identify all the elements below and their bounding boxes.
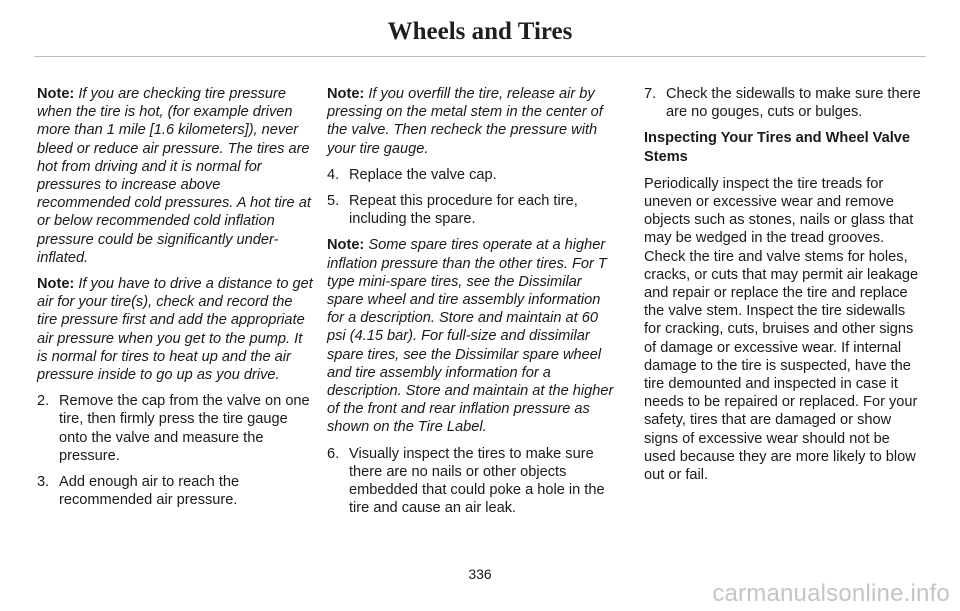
header-divider (34, 56, 926, 57)
note-text: If you are checking tire pressure when the tire is hot, (for example driven more than 1 mile [1.6 kilometers]), never bleed or reduce air pressure. The tires are hot from driving and it is normal for pressures to increase above recommended cold pressures. A hot tire at or below recommended cold inflation pressure could be significantly under-inflated. (37, 86, 311, 266)
step-item (327, 166, 617, 184)
page-number: 336 (468, 566, 492, 582)
inspection-paragraph: Periodically inspect the tire treads for uneven or excessive wear and remove objects such as stones, nails or glass that may be wedged in the tread grooves. Check the tire and valve stems for holes, cracks, or cuts that may permit air leakage and repair or replace the tire and replace the valve stem. Inspect the tire sidewalls for cracking, cuts, bruises and other signs of damage or excessive wear. If internal damage to the tire is suspected, have the tire demounted and inspected in case it needs to be repaired or replaced. For your safety, tires that are damaged or show signs of excessive wear should not be used because they are more likely to blow out or fail. (644, 175, 919, 484)
column-2 (327, 85, 617, 525)
note-hot-tire (37, 85, 315, 267)
step-text: Replace the valve cap. (349, 166, 497, 183)
section-heading: Inspecting Your Tires and Wheel Valve Stems (644, 130, 911, 165)
note-label: Note: (37, 86, 75, 102)
step-item (327, 445, 617, 518)
step-number: 5. (327, 193, 340, 210)
note-label: Note: (327, 237, 365, 254)
note-label: Note: (37, 276, 75, 293)
note-text: If you have to drive a distance to get air for your tire(s), check and record the tire pressure first and add the appropriate air pressure when you get to the pump. It is normal for tires to heat up and the air pressure inside to go up as you drive. (37, 276, 313, 384)
column-1 (37, 85, 315, 517)
note-drive-distance (37, 275, 315, 384)
step-text: Visually inspect the tires to make sure there are no nails or other objects embedded that could poke a hole in the tire and cause an air leak. (349, 445, 605, 517)
step-number: 6. (327, 445, 340, 462)
page-title: Wheels and Tires (387, 18, 573, 45)
note-text: Some spare tires operate at a higher inflation pressure than the other tires. For T type mini-spare tires, see the Dissimilar spare wheel and tire assembly information for a description. Store and maintain at 60 psi (4.15 bar). For full-size and dissimilar spare tires, see the Dissimilar spare wheel and tire assembly information for a description. Store and maintain at the higher of the front and rear inflation pressure as shown on the Tire Label. (327, 237, 614, 436)
step-text: Add enough air to reach the recommended air pressure. (59, 474, 240, 509)
step-text: Check the sidewalls to make sure there are no gouges, cuts or bulges. (666, 86, 921, 121)
column-3 (644, 85, 922, 492)
step-number: 2. (37, 393, 50, 410)
step-text: Repeat this procedure for each tire, including the spare. (349, 193, 578, 228)
step-item (37, 392, 315, 465)
note-overfill (327, 85, 617, 158)
step-item (327, 192, 617, 228)
note-text: If you overfill the tire, release air by pressing on the metal stem in the center of the valve. Then recheck the pressure with your tire gauge. (327, 86, 603, 157)
note-spare-tires (327, 236, 617, 436)
step-number: 3. (37, 474, 50, 491)
step-item (37, 473, 315, 509)
step-number: 4. (327, 166, 340, 183)
note-label: Note: (327, 86, 365, 102)
step-number: 7. (644, 86, 657, 102)
watermark: carmanualsonline.info (712, 580, 950, 607)
step-text: Remove the cap from the valve on one tire, then firmly press the tire gauge onto the valve and measure the pressure. (59, 393, 310, 464)
step-item (644, 85, 922, 121)
